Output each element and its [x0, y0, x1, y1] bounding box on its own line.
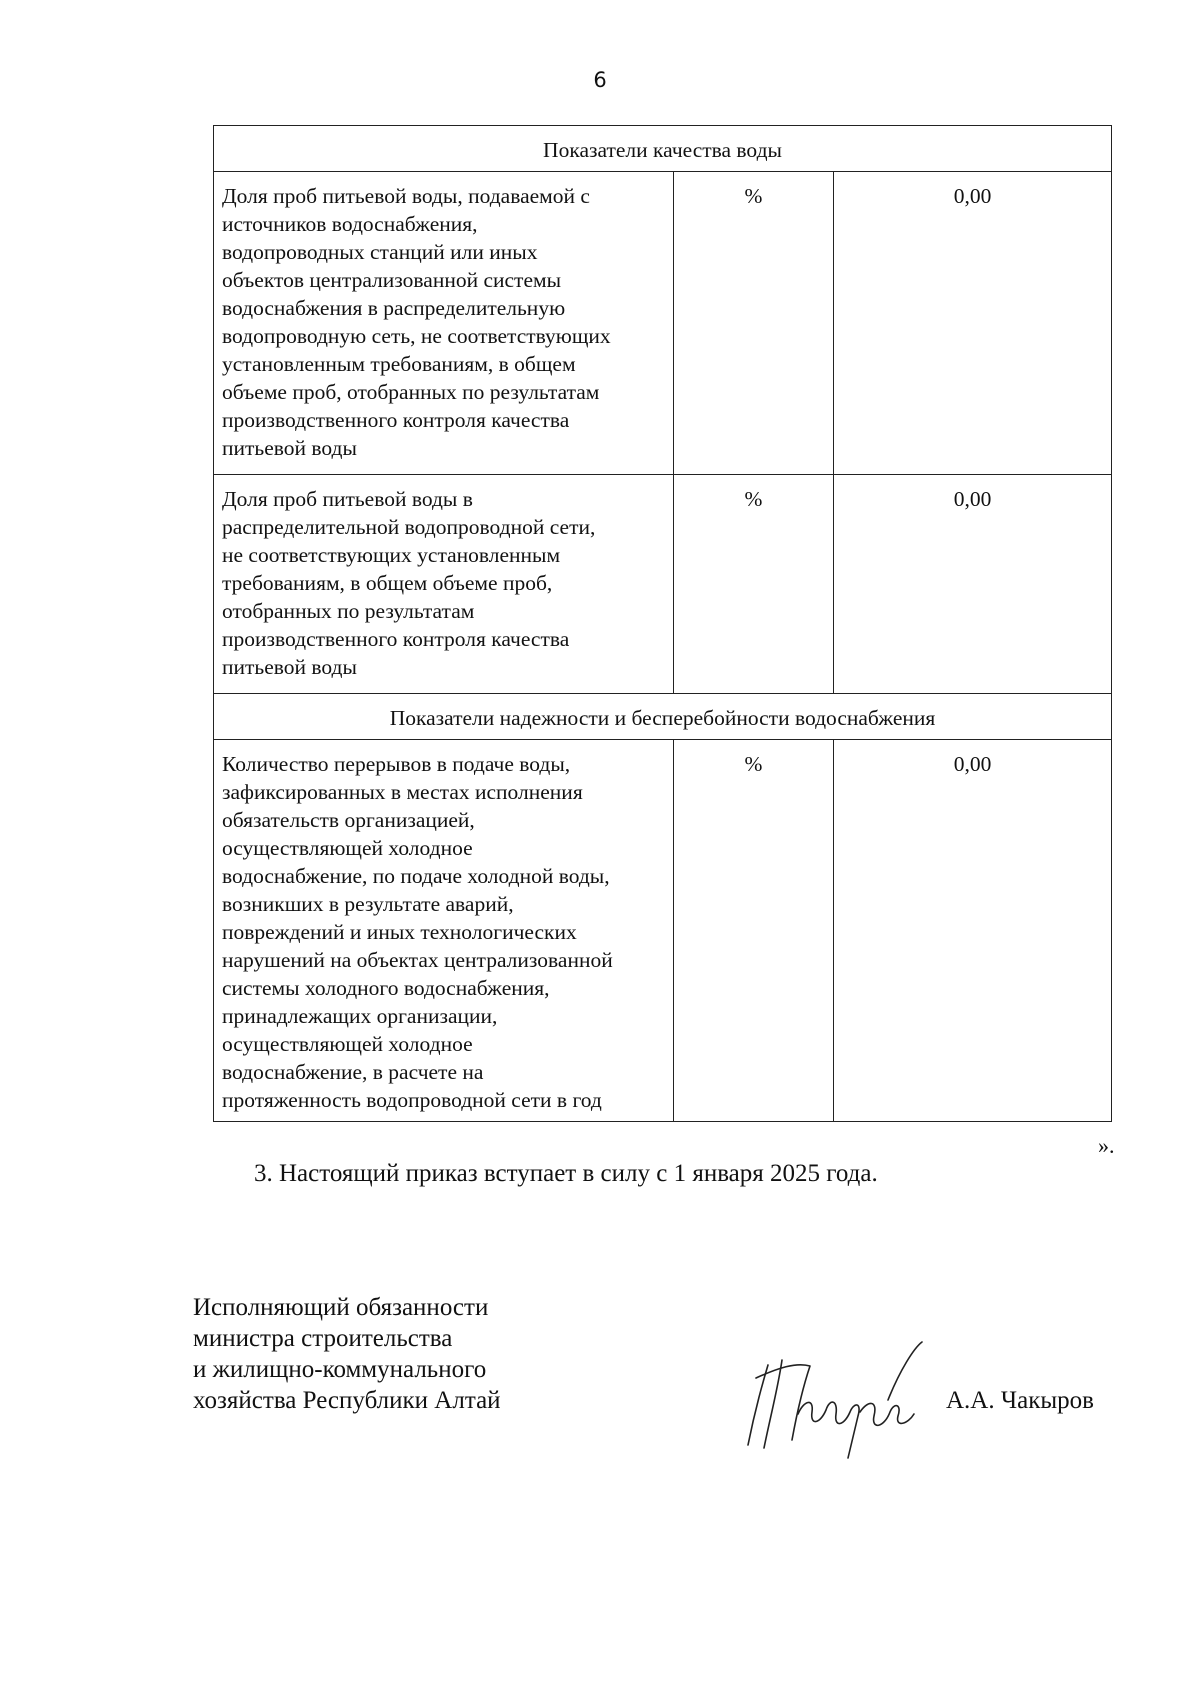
indicator-unit: % — [674, 475, 834, 694]
indicator-value: 0,00 — [834, 172, 1112, 475]
table-row — [214, 475, 1112, 694]
indicator-value: 0,00 — [834, 475, 1112, 694]
signature-image — [738, 1340, 928, 1460]
indicator-unit: % — [674, 172, 834, 475]
section-header-row — [214, 126, 1112, 172]
section-title-quality: Показатели качества воды — [214, 126, 1112, 172]
indicator-name: Доля проб питьевой воды в распределительной водопроводной сети, не соответствующих установленным требованиям, в общем объеме проб, отобранных по результатам производственного контроля качества питьевой воды — [214, 475, 674, 694]
table-row — [214, 172, 1112, 475]
table-row — [214, 740, 1112, 1122]
effective-date-clause: 3. Настоящий приказ вступает в силу с 1 января 2025 года. — [254, 1160, 878, 1187]
section-header-row — [214, 694, 1112, 740]
indicator-name: Количество перерывов в подаче воды, зафиксированных в местах исполнения обязательств организацией, осуществляющей холодное водоснабжение, по подаче холодной воды, возникших в результате аварий, повреждений и иных технологических нарушений на объектах централизованной системы холодного водоснабжения, принадлежащих организации, осуществляющей холодное водоснабжение, в расчете на протяженность водопроводной сети в год — [214, 740, 674, 1122]
signer-name: А.А. Чакыров — [946, 1387, 1094, 1414]
indicators-table — [213, 125, 1112, 1122]
signatory-title: Исполняющий обязанности министра строительства и жилищно-коммунального хозяйства Республики Алтай — [193, 1294, 501, 1414]
section-title-reliability: Показатели надежности и бесперебойности водоснабжения — [214, 694, 1112, 740]
indicator-name: Доля проб питьевой воды, подаваемой с источников водоснабжения, водопроводных станций или иных объектов централизованной системы водоснабжения в распределительную водопроводную сеть, не соответствующих установленным требованиям, в общем объеме проб, отобранных по результатам производственного контроля качества питьевой воды — [214, 172, 674, 475]
closing-quote: ». — [1098, 1133, 1115, 1158]
indicator-value: 0,00 — [834, 740, 1112, 1122]
page-number: 6 — [593, 68, 607, 92]
indicator-unit: % — [674, 740, 834, 1122]
